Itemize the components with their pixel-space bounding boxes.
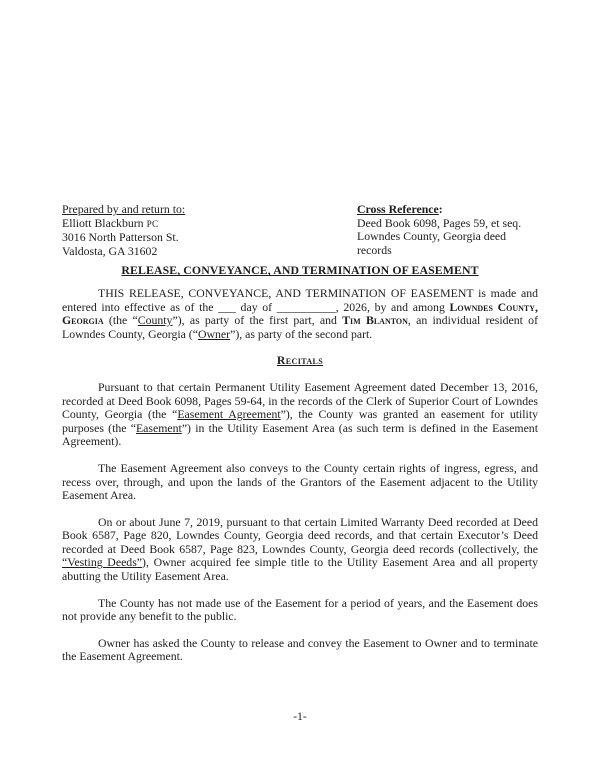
recital-paragraph-2: The Easement Agreement also conveys to the County certain rights of ingress, egress, and recess over, through, and upon the lands of the Grantors of the Easement adjacent to the Utility Easement Area.: [62, 460, 538, 503]
preparer-address-line2: Valdosta, GA 31602: [62, 243, 158, 258]
preparer-address-line1: 3016 North Patterson St.: [62, 230, 179, 245]
paragraph-segment: ), Owner acquired fee simple title to the Utility Easement Area and all property abutting the Utility Easement Area.: [62, 555, 538, 584]
defined-term-easement-agreement: Easement Agreement: [177, 407, 281, 422]
cross-reference-block: [357, 203, 538, 258]
cross-reference-colon: :: [438, 202, 443, 216]
defined-party-owner: Tim Blanton: [342, 313, 408, 328]
recital-paragraph-4: The County has not made use of the Easement for a period of years, and the Easement does not provide any benefit to the public.: [62, 595, 538, 624]
cross-reference-heading: [357, 203, 538, 217]
page-number: -1-: [293, 709, 307, 723]
document-title: RELEASE, CONVEYANCE, AND TERMINATION OF EASEMENT: [121, 263, 479, 278]
paragraph-segment: THIS RELEASE, CONVEYANCE, AND TERMINATION OF EASEMENT is made and entered into effective as of the ___ day of __________, 2026, by and among: [62, 285, 538, 314]
paragraph-segment: ”), as party of the first part, and: [172, 313, 343, 328]
document-header: [62, 203, 538, 258]
paragraph-segment: ”) in the Utility Easement Area (as such term is defined in the Easement Agreement).: [62, 420, 538, 449]
preparer-name-suffix: PC: [146, 218, 159, 229]
defined-term-owner: Owner: [197, 326, 231, 341]
intro-paragraph: [62, 287, 538, 341]
paragraph-segment: , an individual resident of Lowndes County, Georgia (“: [62, 313, 538, 341]
prepared-by-name: [62, 217, 357, 232]
paragraph-segment: On or about June 7, 2019, pursuant to that certain Limited Warranty Deed recorded at Deed Book 6587, Page 820, Lowndes County, Georgia deed records, and that certain Executor’s Deed recorded at Deed Book 6587, Page 823, Lowndes County, Georgia deed records (collectively, the: [62, 514, 538, 556]
prepared-by-label: Prepared by and return to:: [62, 202, 186, 216]
paragraph-segment: (the “: [103, 313, 138, 328]
cross-reference-line2: Lowndes County, Georgia deed records: [357, 229, 507, 257]
recitals-heading: Recitals: [276, 353, 324, 368]
prepared-by-block: [62, 203, 357, 258]
defined-party-county: Lowndes County, Georgia: [62, 299, 538, 328]
defined-term-easement: Easement: [135, 420, 182, 435]
paragraph-segment: Pursuant to that certain Permanent Utility Easement Agreement dated December 13, 2016, recorded at Deed Book 6098, Pages 59-64, in the records of the Clerk of Superior Court of Lowndes County, Georgia (the “: [62, 379, 538, 422]
document-content: [62, 203, 538, 677]
cross-reference-line1: Deed Book 6098, Pages 59, et seq.: [357, 215, 522, 230]
recital-paragraph-3: [62, 516, 538, 584]
cross-reference-label: Cross Reference: [357, 202, 439, 216]
paragraph-segment: ”), as party of the second part.: [230, 326, 373, 341]
defined-term-county: County: [137, 313, 173, 328]
recital-paragraph-5: Owner has asked the County to release and convey the Easement to Owner and to terminate the Easement Agreement.: [62, 635, 538, 664]
recital-paragraph-1: [62, 381, 538, 449]
preparer-name: Elliott Blackburn: [62, 215, 144, 230]
paragraph-segment: ”), the County was granted an easement for utility purposes (the “: [62, 407, 538, 435]
defined-term-vesting-deeds: “Vesting Deeds”: [62, 555, 143, 570]
